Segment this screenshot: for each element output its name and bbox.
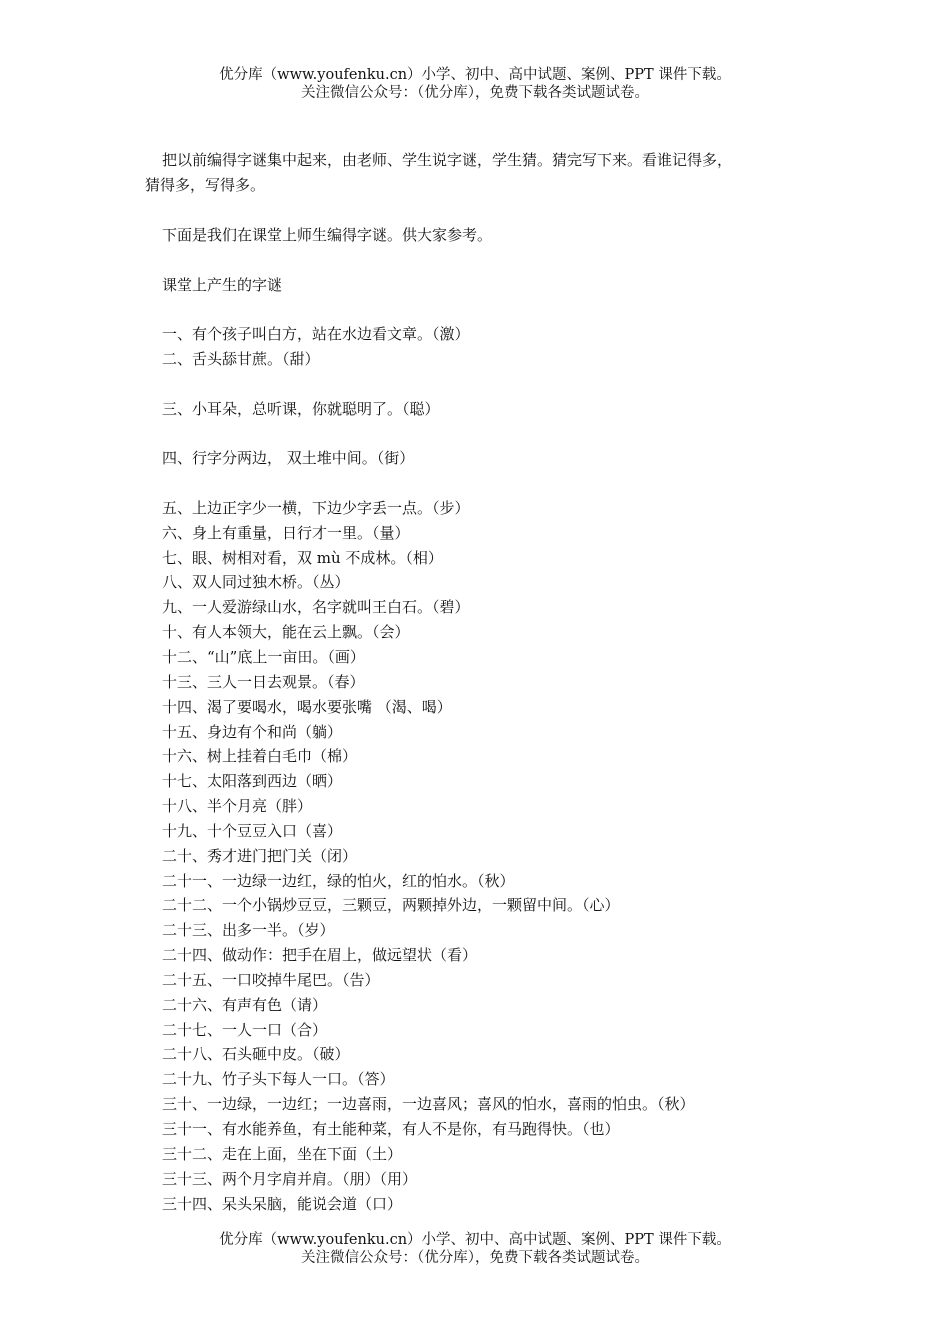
page-footer [0,1231,950,1267]
riddle-item: 三十四、呆头呆脑，能说会道（口） [162,1194,403,1213]
riddle-item: 十九、十个豆豆入口（喜） [162,821,343,840]
riddle-item: 二十九、竹子头下每人一口。（答） [162,1070,395,1089]
riddle-item: 二十八、石头砸中皮。（破） [162,1045,350,1064]
riddle-item: 二十、秀才进门把门关（闭） [162,846,358,865]
header-line-2: 关注微信公众号：（优分库），免费下载各类试题试卷。 [301,85,649,101]
riddle-item: 三、小耳朵，总听课，你就聪明了。（聪） [162,399,440,418]
riddle-item: 六、身上有重量，日行才一里。（量） [162,523,410,542]
riddle-item: 三十、一边绿，一边红；一边喜雨，一边喜风；喜风的怕水，喜雨的怕虫。（秋） [162,1095,695,1114]
riddle-item: 二十七、一人一口（合） [162,1020,328,1039]
riddle-item: 五、上边正字少一横，下边少字丢一点。（步） [162,498,470,517]
riddle-item: 三十二、走在上面，坐在下面（土） [162,1144,403,1163]
riddle-item: 二十二、一个小锅炒豆豆，三颗豆，两颗掉外边，一颗留中间。（心） [162,896,620,915]
riddle-item: 三十三、两个月字肩并肩。（朋）（用） [162,1169,418,1188]
riddle-item: 九、一人爱游绿山水，名字就叫王白石。（碧） [162,598,470,617]
footer-line-1: 优分库（www.youfenku.cn）小学、初中、高中试题、案例、PPT 课件下载。 [219,1232,731,1248]
riddle-item: 十三、三人一日去观景。（春） [162,672,365,691]
footer-line-2: 关注微信公众号：（优分库），免费下载各类试题试卷。 [301,1250,649,1266]
page-header [0,66,950,102]
riddle-item: 二十五、一口咬掉牛尾巴。（告） [162,970,380,989]
riddle-item: 十八、半个月亮（胖） [162,797,313,816]
riddle-item: 十五、身边有个和尚（躺） [162,722,343,741]
intro-line-1: 把以前编得字谜集中起来，由老师、学生说字谜，学生猜。猜完写下来。看谁记得多， [162,151,733,169]
header-line-1: 优分库（www.youfenku.cn）小学、初中、高中试题、案例、PPT 课件下载。 [219,67,731,83]
riddle-item: 十六、树上挂着白毛巾（棉） [162,747,358,766]
riddle-item: 一、有个孩子叫白方，站在水边看文章。（激） [162,325,470,343]
intro-line-2: 猜得多，写得多。 [145,176,266,194]
riddle-item: 四、行字分两边， 双土堆中间。（街） [162,449,415,468]
riddle-item: 二十四、做动作：把手在眉上，做远望状（看） [162,946,478,965]
section-heading: 课堂上产生的字谜 [162,276,283,294]
riddle-item: 七、眼、树相对看，双 mù 不成林。（相） [162,548,443,567]
riddle-item: 十四、渴了要喝水，喝水要张嘴 （渴、喝） [162,697,452,716]
riddle-item: 十、有人本领大，能在云上飘。（会） [162,623,410,642]
riddle-item: 十七、太阳落到西边（晒） [162,772,343,791]
riddle-item: 二十六、有声有色（请） [162,995,328,1014]
riddle-list [162,322,695,1216]
riddle-item: 三十一、有水能养鱼，有土能种菜，有人不是你，有马跑得快。（也） [162,1120,620,1138]
riddle-item: 二、舌头舔甘蔗。（甜） [162,349,320,368]
intro-paragraph-2: 下面是我们在课堂上师生编得字谜。供大家参考。 [162,226,493,244]
riddle-item: 十二、“山”底上一亩田。（画） [162,647,365,666]
riddle-item: 二十三、出多一半。（岁） [162,921,335,940]
riddle-item: 八、双人同过独木桥。（丛） [162,573,350,592]
riddle-item: 二十一、一边绿一边红，绿的怕火，红的怕水。（秋） [162,871,515,890]
